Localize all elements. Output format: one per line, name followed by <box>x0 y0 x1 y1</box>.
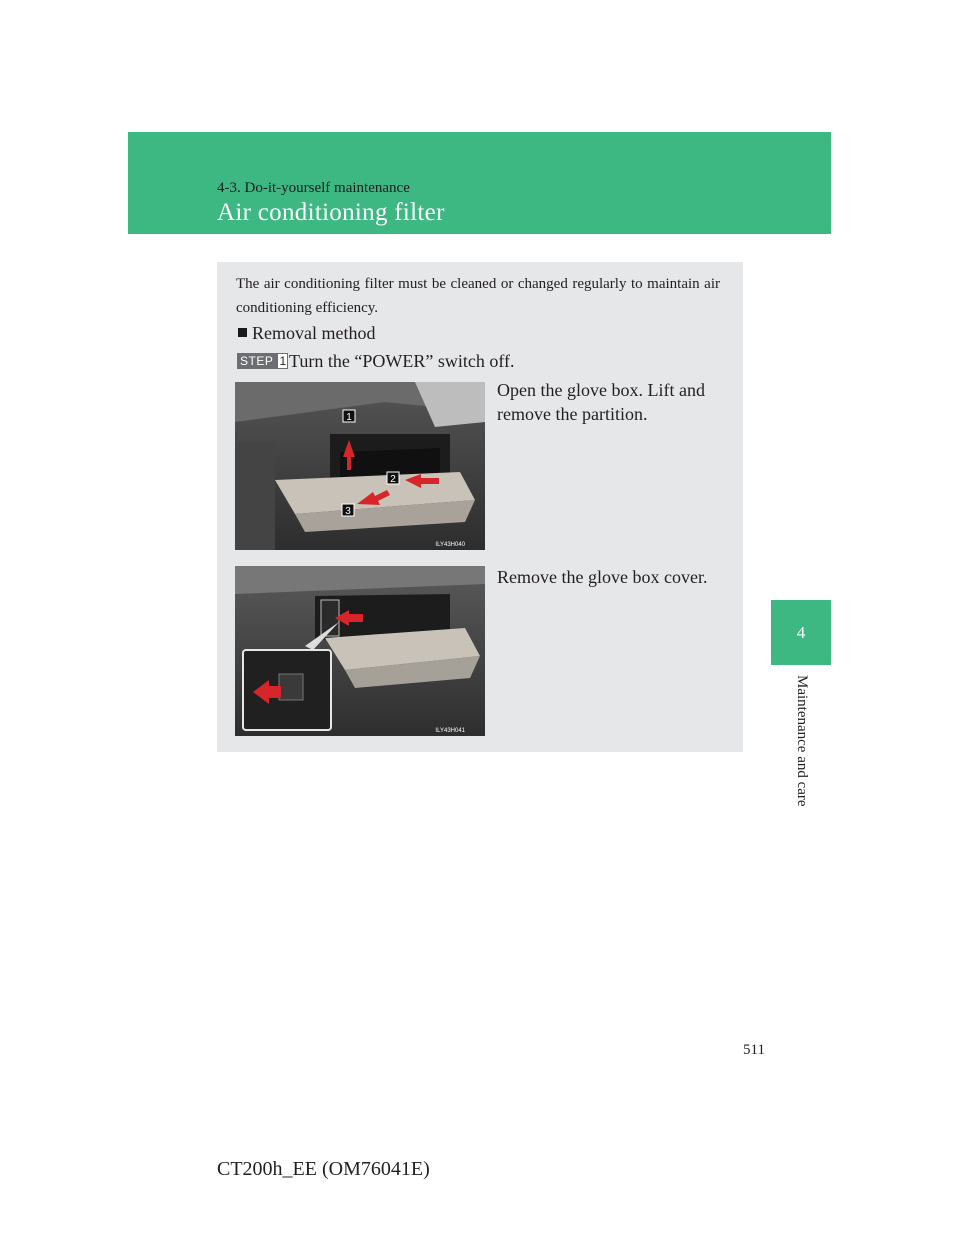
section-heading-label: Removal method <box>252 323 376 343</box>
image-code: ILY43H040 <box>435 542 465 548</box>
section-heading <box>238 323 375 344</box>
image-code: ILY43H041 <box>435 728 465 734</box>
chapter-number: 4 <box>796 622 806 642</box>
callout-3-label: 3 <box>345 506 351 517</box>
callout-2-label: 2 <box>390 474 396 485</box>
callout-1-label: 1 <box>346 412 352 423</box>
step-2-text <box>497 378 705 426</box>
square-bullet-icon <box>238 328 247 337</box>
step-3-text: Remove the glove box cover. <box>497 567 708 587</box>
step-2-text-line2: remove the partition. <box>497 404 648 424</box>
step-2-text-line1: Open the glove box. Lift and <box>497 380 705 400</box>
breadcrumb: 4-3. Do-it-yourself maintenance <box>217 180 410 196</box>
step-2-photo <box>235 382 485 550</box>
step-1-text: Turn the “POWER” switch off. <box>289 351 515 371</box>
page-number: 511 <box>743 1042 765 1058</box>
step-3-photo <box>235 566 485 736</box>
chapter-label: Maintenance and care <box>794 675 810 807</box>
intro-text: The air conditioning filter must be cleaned or changed regularly to maintain air conditioning efficiency. <box>236 276 720 316</box>
step-1-badge: STEP 1 <box>237 353 288 369</box>
document-code: CT200h_EE (OM76041E) <box>217 1158 430 1180</box>
chapter-tab[interactable] <box>771 600 831 665</box>
page-title: Air conditioning filter <box>217 199 445 226</box>
